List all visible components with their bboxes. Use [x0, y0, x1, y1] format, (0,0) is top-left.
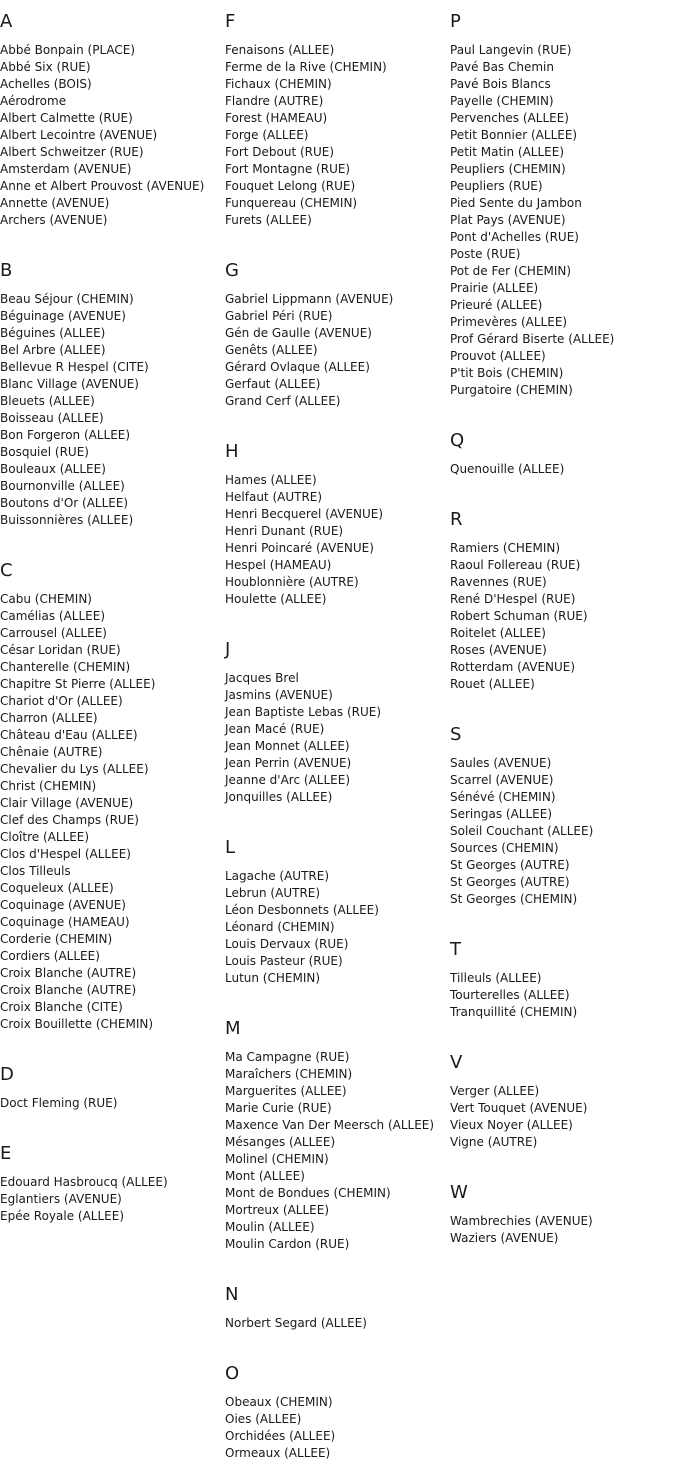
street-link[interactable]: Ormeaux (ALLEE)	[225, 1446, 331, 1460]
street-list	[450, 540, 675, 693]
section-letter-heading: F	[225, 11, 236, 32]
street-link[interactable]: Jasmins (AVENUE)	[225, 688, 333, 702]
street-link[interactable]: Sources (CHEMIN)	[450, 841, 559, 855]
street-link[interactable]: Grand Cerf (ALLEE)	[225, 394, 341, 408]
street-link[interactable]: Paul Langevin (RUE)	[450, 43, 572, 57]
street-list	[225, 670, 450, 806]
street-link[interactable]: Payelle (CHEMIN)	[450, 94, 554, 108]
street-link[interactable]: Edouard Hasbroucq (ALLEE)	[0, 1175, 168, 1189]
street-link[interactable]: Bel Arbre (ALLEE)	[0, 343, 106, 357]
section-spacer	[225, 1462, 450, 1482]
section-spacer	[0, 229, 225, 249]
section-letter-heading: G	[225, 260, 239, 281]
street-link[interactable]: Louis Dervaux (RUE)	[225, 937, 349, 951]
street-link[interactable]: Raoul Follereau (RUE)	[450, 558, 581, 572]
street-link[interactable]: Abbé Six (RUE)	[0, 60, 91, 74]
street-link[interactable]: Moulin (ALLEE)	[225, 1220, 315, 1234]
street-list	[450, 755, 675, 908]
street-link[interactable]: Norbert Segard (ALLEE)	[225, 1316, 367, 1330]
street-link[interactable]: Fouquet Lelong (RUE)	[225, 179, 356, 193]
street-link[interactable]: Anne et Albert Prouvost (AVENUE)	[0, 179, 205, 193]
section-spacer	[450, 908, 675, 928]
street-link[interactable]: Clef des Champs (RUE)	[0, 813, 139, 827]
street-list	[225, 868, 450, 987]
street-link[interactable]: Amsterdam (AVENUE)	[0, 162, 132, 176]
section-spacer	[225, 1332, 450, 1352]
street-link[interactable]: Tilleuls (ALLEE)	[450, 971, 542, 985]
street-list	[0, 42, 225, 229]
street-link[interactable]: Scarrel (AVENUE)	[450, 773, 554, 787]
street-link[interactable]: Coqueleux (ALLEE)	[0, 881, 114, 895]
street-link[interactable]: Blanc Village (AVENUE)	[0, 377, 139, 391]
street-list	[450, 1213, 675, 1247]
section-letter-heading: P	[450, 11, 461, 32]
section-letter-heading: J	[225, 639, 231, 660]
street-link[interactable]: Sénévé (CHEMIN)	[450, 790, 556, 804]
street-link[interactable]: Ramiers (CHEMIN)	[450, 541, 561, 555]
street-link[interactable]: Albert Lecointre (AVENUE)	[0, 128, 158, 142]
street-link[interactable]: Orchidées (ALLEE)	[225, 1429, 336, 1443]
street-link[interactable]: Béguinage (AVENUE)	[0, 309, 126, 323]
street-link[interactable]: Peupliers (CHEMIN)	[450, 162, 566, 176]
street-link[interactable]: Gérard Ovlaque (ALLEE)	[225, 360, 370, 374]
letter-section	[225, 442, 450, 628]
street-link[interactable]: Archers (AVENUE)	[0, 213, 108, 227]
street-link[interactable]: Doct Fleming (RUE)	[0, 1096, 118, 1110]
street-link[interactable]: Pied Sente du Jambon	[450, 196, 582, 210]
letter-section	[0, 12, 225, 249]
street-link[interactable]: Chênaie (AUTRE)	[0, 745, 103, 759]
section-spacer	[0, 529, 225, 549]
section-letter-heading: E	[0, 1143, 12, 1164]
street-link[interactable]: Fenaisons (ALLEE)	[225, 43, 335, 57]
street-link[interactable]: Henri Becquerel (AVENUE)	[225, 507, 384, 521]
street-link[interactable]: Bouleaux (ALLEE)	[0, 462, 106, 476]
street-link[interactable]: Pavé Bas Chemin	[450, 60, 554, 74]
street-link[interactable]: P'tit Bois (CHEMIN)	[450, 366, 564, 380]
street-list	[225, 1315, 450, 1332]
street-link[interactable]: Lagache (AUTRE)	[225, 869, 330, 883]
street-link[interactable]: Abbé Bonpain (PLACE)	[0, 43, 136, 57]
section-spacer	[450, 1247, 675, 1267]
street-link[interactable]: Genêts (ALLEE)	[225, 343, 318, 357]
section-spacer	[450, 1151, 675, 1171]
street-list	[450, 42, 675, 399]
street-link[interactable]: Quenouille (ALLEE)	[450, 462, 565, 476]
section-letter-heading: B	[0, 260, 13, 281]
street-link[interactable]: Cordiers (ALLEE)	[0, 949, 100, 963]
street-link[interactable]: Funquereau (CHEMIN)	[225, 196, 358, 210]
street-link[interactable]: Verger (ALLEE)	[450, 1084, 540, 1098]
street-link[interactable]: Rouet (ALLEE)	[450, 677, 535, 691]
street-link[interactable]: Pont d'Achelles (RUE)	[450, 230, 579, 244]
letter-section	[0, 561, 225, 1053]
street-list	[225, 42, 450, 229]
street-link[interactable]: Gén de Gaulle (AVENUE)	[225, 326, 372, 340]
section-letter-heading: N	[225, 1284, 239, 1305]
letter-section	[225, 1364, 450, 1482]
street-link[interactable]: Léon Desbonnets (ALLEE)	[225, 903, 379, 917]
street-link[interactable]: Prof Gérard Biserte (ALLEE)	[450, 332, 615, 346]
street-link[interactable]: Soleil Couchant (ALLEE)	[450, 824, 594, 838]
street-link[interactable]: Furets (ALLEE)	[225, 213, 312, 227]
street-link[interactable]: Marguerites (ALLEE)	[225, 1084, 347, 1098]
section-spacer	[225, 1253, 450, 1273]
letter-section	[225, 12, 450, 249]
street-link[interactable]: Flandre (AUTRE)	[225, 94, 324, 108]
street-link[interactable]: Coquinage (AVENUE)	[0, 898, 126, 912]
letter-section	[225, 838, 450, 1007]
letter-section	[225, 261, 450, 430]
section-letter-heading: L	[225, 837, 236, 858]
street-link[interactable]: Jean Macé (RUE)	[225, 722, 325, 736]
street-list	[225, 1049, 450, 1253]
section-spacer	[450, 1021, 675, 1041]
street-link[interactable]: Gabriel Péri (RUE)	[225, 309, 333, 323]
street-link[interactable]: Buissonnières (ALLEE)	[0, 513, 134, 527]
section-letter-heading: Q	[450, 430, 465, 451]
street-link[interactable]: Hames (ALLEE)	[225, 473, 317, 487]
street-list	[450, 970, 675, 1021]
street-link[interactable]: Gabriel Lippmann (AVENUE)	[225, 292, 394, 306]
street-list	[450, 461, 675, 478]
street-link[interactable]: Christ (CHEMIN)	[0, 779, 97, 793]
street-link[interactable]: Aérodrome	[0, 94, 67, 108]
street-link[interactable]: Albert Schweitzer (RUE)	[0, 145, 144, 159]
street-link[interactable]: Peupliers (RUE)	[450, 179, 543, 193]
street-link[interactable]: Roses (AVENUE)	[450, 643, 547, 657]
street-link[interactable]: Moulin Cardon (RUE)	[225, 1237, 350, 1251]
street-link[interactable]: Jean Perrin (AVENUE)	[225, 756, 352, 770]
section-spacer	[225, 410, 450, 430]
section-letter-heading: V	[450, 1052, 463, 1073]
street-link[interactable]: Corderie (CHEMIN)	[0, 932, 113, 946]
street-link[interactable]: Bellevue R Hespel (CITE)	[0, 360, 149, 374]
street-link[interactable]: Forge (ALLEE)	[225, 128, 309, 142]
street-link[interactable]: Beau Séjour (CHEMIN)	[0, 292, 134, 306]
street-link[interactable]: Primevères (ALLEE)	[450, 315, 568, 329]
street-link[interactable]: Ma Campagne (RUE)	[225, 1050, 350, 1064]
street-link[interactable]: Jacques Brel	[225, 671, 299, 685]
street-link[interactable]: Mortreux (ALLEE)	[225, 1203, 330, 1217]
street-link[interactable]: Pervenches (ALLEE)	[450, 111, 569, 125]
street-link[interactable]: Houlette (ALLEE)	[225, 592, 327, 606]
letter-section	[450, 725, 675, 928]
street-index-column-3	[450, 0, 675, 1267]
street-link[interactable]: Molinel (CHEMIN)	[225, 1152, 329, 1166]
street-link[interactable]: Pavé Bois Blancs	[450, 77, 551, 91]
street-link[interactable]: Wambrechies (AVENUE)	[450, 1214, 593, 1228]
street-link[interactable]: Purgatoire (CHEMIN)	[450, 383, 573, 397]
street-link[interactable]: Croix Blanche (AUTRE)	[0, 983, 137, 997]
street-link[interactable]: Boisseau (ALLEE)	[0, 411, 104, 425]
letter-section	[225, 1285, 450, 1352]
letter-section	[450, 1183, 675, 1267]
street-index-column-2	[225, 0, 450, 1482]
street-link[interactable]: Fichaux (CHEMIN)	[225, 77, 332, 91]
section-letter-heading: R	[450, 509, 463, 530]
street-list	[0, 291, 225, 529]
street-list	[0, 1095, 225, 1112]
street-link[interactable]: Croix Blanche (CITE)	[0, 1000, 123, 1014]
section-spacer	[225, 806, 450, 826]
street-link[interactable]: Carrousel (ALLEE)	[0, 626, 107, 640]
street-list	[225, 291, 450, 410]
street-link[interactable]: Achelles (BOIS)	[0, 77, 92, 91]
street-link[interactable]: Oies (ALLEE)	[225, 1412, 302, 1426]
street-link[interactable]: Mont de Bondues (CHEMIN)	[225, 1186, 391, 1200]
street-link[interactable]: Forest (HAMEAU)	[225, 111, 328, 125]
letter-section	[450, 940, 675, 1041]
street-link[interactable]: Saules (AVENUE)	[450, 756, 552, 770]
section-letter-heading: H	[225, 441, 239, 462]
street-link[interactable]: Chariot d'Or (ALLEE)	[0, 694, 123, 708]
street-link[interactable]: Chevalier du Lys (ALLEE)	[0, 762, 149, 776]
street-link[interactable]: Jeanne d'Arc (ALLEE)	[225, 773, 350, 787]
street-list	[450, 1083, 675, 1151]
section-letter-heading: M	[225, 1018, 241, 1039]
street-link[interactable]: Fort Debout (RUE)	[225, 145, 335, 159]
section-spacer	[450, 399, 675, 419]
street-link[interactable]: Maraîchers (CHEMIN)	[225, 1067, 353, 1081]
street-link[interactable]: Vieux Noyer (ALLEE)	[450, 1118, 573, 1132]
street-link[interactable]: Prairie (ALLEE)	[450, 281, 539, 295]
street-link[interactable]: Petit Bonnier (ALLEE)	[450, 128, 578, 142]
street-link[interactable]: Obeaux (CHEMIN)	[225, 1395, 333, 1409]
street-link[interactable]: Rotterdam (AVENUE)	[450, 660, 576, 674]
street-link[interactable]: Louis Pasteur (RUE)	[225, 954, 343, 968]
street-link[interactable]: Fort Montagne (RUE)	[225, 162, 351, 176]
section-spacer	[225, 229, 450, 249]
street-list	[0, 1174, 225, 1225]
street-link[interactable]: Henri Poincaré (AVENUE)	[225, 541, 374, 555]
letter-section	[450, 431, 675, 498]
street-link[interactable]: Bosquiel (RUE)	[0, 445, 89, 459]
street-link[interactable]: Bournonville (ALLEE)	[0, 479, 125, 493]
street-link[interactable]: Plat Pays (AVENUE)	[450, 213, 566, 227]
street-link[interactable]: Lebrun (AUTRE)	[225, 886, 321, 900]
street-link[interactable]: Coquinage (HAMEAU)	[0, 915, 130, 929]
section-letter-heading: W	[450, 1182, 468, 1203]
street-list	[225, 1394, 450, 1462]
section-spacer	[450, 693, 675, 713]
street-index-column-1	[0, 0, 225, 1245]
letter-section	[0, 261, 225, 549]
street-link[interactable]: Eglantiers (AVENUE)	[0, 1192, 122, 1206]
street-link[interactable]: Tourterelles (ALLEE)	[450, 988, 570, 1002]
letter-section	[450, 510, 675, 713]
street-link[interactable]: Mont (ALLEE)	[225, 1169, 305, 1183]
street-link[interactable]: Boutons d'Or (ALLEE)	[0, 496, 129, 510]
section-letter-heading: D	[0, 1064, 14, 1085]
street-link[interactable]: Poste (RUE)	[450, 247, 521, 261]
street-link[interactable]: Clair Village (AVENUE)	[0, 796, 134, 810]
section-letter-heading: S	[450, 724, 462, 745]
street-link[interactable]: Jonquilles (ALLEE)	[225, 790, 333, 804]
street-link[interactable]: Clos Tilleuls	[0, 864, 71, 878]
letter-section	[225, 1019, 450, 1273]
section-spacer	[225, 608, 450, 628]
letter-section	[225, 640, 450, 826]
street-link[interactable]: Ravennes (RUE)	[450, 575, 547, 589]
street-link[interactable]: Cabu (CHEMIN)	[0, 592, 92, 606]
street-link[interactable]: Vert Touquet (AVENUE)	[450, 1101, 588, 1115]
letter-section	[0, 1065, 225, 1132]
street-link[interactable]: Tranquillité (CHEMIN)	[450, 1005, 578, 1019]
street-link[interactable]: René D'Hespel (RUE)	[450, 592, 576, 606]
section-spacer	[450, 478, 675, 498]
street-link[interactable]: Bleuets (ALLEE)	[0, 394, 95, 408]
street-link[interactable]: Vigne (AUTRE)	[450, 1135, 538, 1149]
section-letter-heading: A	[0, 11, 13, 32]
street-link[interactable]: Helfaut (AUTRE)	[225, 490, 323, 504]
street-link[interactable]: Petit Matin (ALLEE)	[450, 145, 565, 159]
section-letter-heading: C	[0, 560, 13, 581]
letter-section	[0, 1144, 225, 1245]
street-list	[225, 472, 450, 608]
street-link[interactable]: Léonard (CHEMIN)	[225, 920, 335, 934]
street-link[interactable]: Maxence Van Der Meersch (ALLEE)	[225, 1118, 435, 1132]
street-link[interactable]: Mésanges (ALLEE)	[225, 1135, 336, 1149]
street-link[interactable]: St Georges (AUTRE)	[450, 875, 570, 889]
street-link[interactable]: Albert Calmette (RUE)	[0, 111, 133, 125]
section-letter-heading: T	[450, 939, 461, 960]
street-list	[0, 591, 225, 1033]
section-spacer	[0, 1112, 225, 1132]
letter-section	[450, 12, 675, 419]
street-link[interactable]: St Georges (AUTRE)	[450, 858, 570, 872]
street-link[interactable]: Lutun (CHEMIN)	[225, 971, 321, 985]
street-link[interactable]: Waziers (AVENUE)	[450, 1231, 559, 1245]
section-spacer	[0, 1225, 225, 1245]
street-link[interactable]: St Georges (CHEMIN)	[450, 892, 578, 906]
street-link[interactable]: Prieuré (ALLEE)	[450, 298, 543, 312]
street-link[interactable]: Jean Baptiste Lebas (RUE)	[225, 705, 382, 719]
letter-section	[450, 1053, 675, 1171]
street-link[interactable]: Gerfaut (ALLEE)	[225, 377, 321, 391]
street-link[interactable]: César Loridan (RUE)	[0, 643, 121, 657]
street-link[interactable]: Chapitre St Pierre (ALLEE)	[0, 677, 156, 691]
street-link[interactable]: Prouvot (ALLEE)	[450, 349, 546, 363]
street-link[interactable]: Ferme de la Rive (CHEMIN)	[225, 60, 387, 74]
street-link[interactable]: Marie Curie (RUE)	[225, 1101, 332, 1115]
street-link[interactable]: Hespel (HAMEAU)	[225, 558, 332, 572]
section-spacer	[225, 987, 450, 1007]
street-link[interactable]: Annette (AVENUE)	[0, 196, 110, 210]
street-link[interactable]: Clos d'Hespel (ALLEE)	[0, 847, 131, 861]
street-link[interactable]: Croix Blanche (AUTRE)	[0, 966, 137, 980]
street-link[interactable]: Roitelet (ALLEE)	[450, 626, 546, 640]
street-link[interactable]: Charron (ALLEE)	[0, 711, 98, 725]
street-link[interactable]: Robert Schuman (RUE)	[450, 609, 588, 623]
street-link[interactable]: Jean Monnet (ALLEE)	[225, 739, 350, 753]
street-link[interactable]: Henri Dunant (RUE)	[225, 524, 344, 538]
street-link[interactable]: Epée Royale (ALLEE)	[0, 1209, 125, 1223]
street-link[interactable]: Cloître (ALLEE)	[0, 830, 90, 844]
section-spacer	[0, 1033, 225, 1053]
street-link[interactable]: Bon Forgeron (ALLEE)	[0, 428, 131, 442]
street-link[interactable]: Pot de Fer (CHEMIN)	[450, 264, 572, 278]
street-link[interactable]: Croix Bouillette (CHEMIN)	[0, 1017, 154, 1031]
street-link[interactable]: Chanterelle (CHEMIN)	[0, 660, 131, 674]
street-link[interactable]: Houblonnière (AUTRE)	[225, 575, 359, 589]
section-letter-heading: O	[225, 1363, 240, 1384]
street-link[interactable]: Camélias (ALLEE)	[0, 609, 105, 623]
street-link[interactable]: Château d'Eau (ALLEE)	[0, 728, 138, 742]
street-link[interactable]: Béguines (ALLEE)	[0, 326, 106, 340]
street-link[interactable]: Seringas (ALLEE)	[450, 807, 553, 821]
